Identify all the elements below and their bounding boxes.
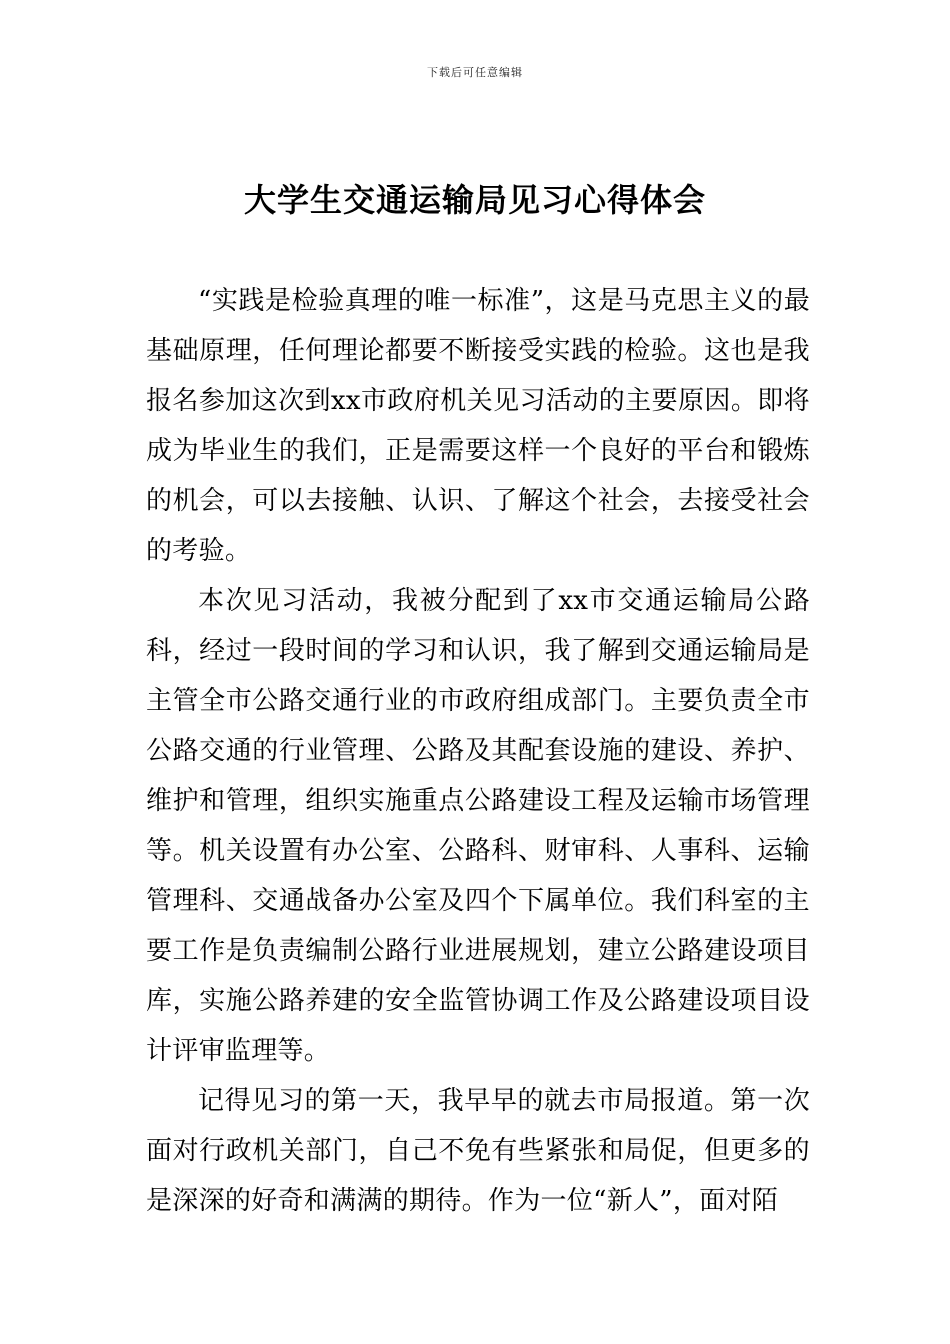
page-header-note: 下载后可任意编辑 xyxy=(427,66,523,79)
paragraph-1: “实践是检验真理的唯一标准”，这是马克思主义的最基础原理，任何理论都要不断接受实践的检验。这也是我报名参加这次到xx市政府机关见习活动的主要原因。即将成为毕业生的我们，正是需要这样一个良好的平台和锻炼的机会，可以去接触、认识、了解这个社会，去接受社会的考验。 xyxy=(146,286,810,566)
document-body xyxy=(146,276,810,1226)
paragraph-3: 记得见习的第一天，我早早的就去市局报道。第一次面对行政机关部门，自己不免有些紧张和局促，但更多的是深深的好奇和满满的期待。作为一位“新人”，面对陌 xyxy=(146,1086,810,1216)
document-title: 大学生交通运输局见习心得体会 xyxy=(243,181,706,219)
paragraph-2: 本次见习活动，我被分配到了xx市交通运输局公路科，经过一段时间的学习和认识，我了解到交通运输局是主管全市公路交通行业的市政府组成部门。主要负责全市公路交通的行业管理、公路及其配套设施的建设、养护、维护和管理，组织实施重点公路建设工程及运输市场管理等。机关设置有办公室、公路科、财审科、人事科、运输管理科、交通战备办公室及四个下属单位。我们科室的主要工作是负责编制公路行业进展规划，建立公路建设项目库，实施公路养建的安全监管协调工作及公路建设项目设计评审监理等。 xyxy=(146,586,810,1066)
